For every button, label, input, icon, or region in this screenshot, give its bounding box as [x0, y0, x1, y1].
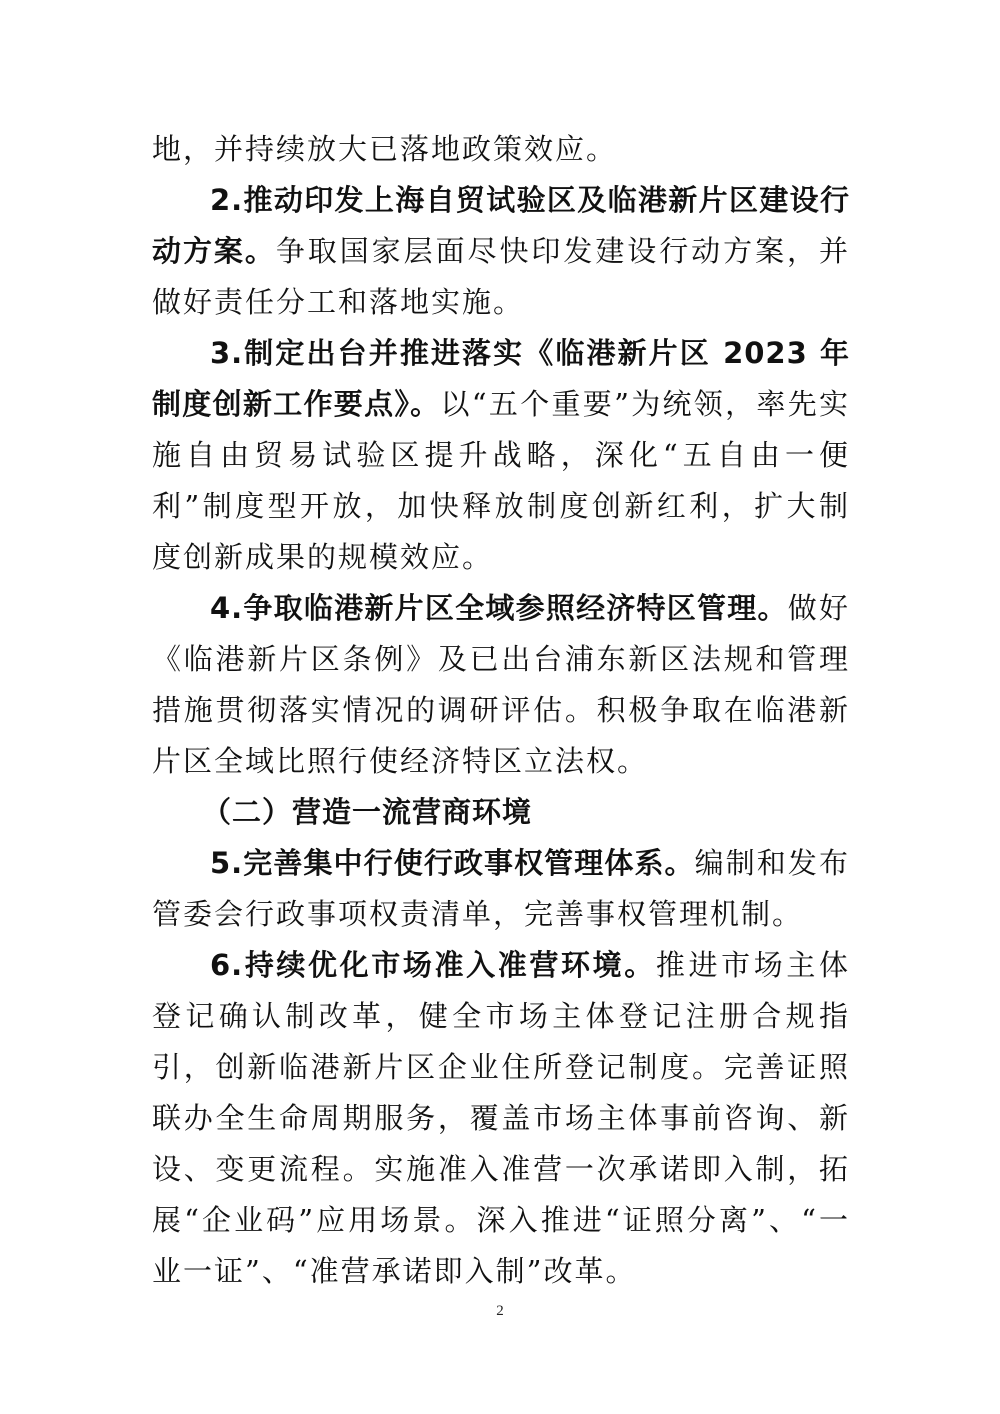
paragraph-text: 推进市场主体登记确认制改革，健全市场主体登记注册合规指引，创新临港新片区企业住所登记制度。完善证照联办全生命周期服务，覆盖市场主体事前咨询、新设、变更流程。实施准入准营一次承诺即入制，拓展“企业码”应用场景。深入推进“证照分离”、“一业一证”、“准营承诺即入制”改革。 — [152, 948, 850, 1288]
paragraph-item-4 — [152, 583, 850, 787]
paragraph-heading: 6.持续优化市场准入准营环境。 — [210, 948, 656, 982]
section-heading: （二）营造一流营商环境 — [202, 795, 533, 829]
paragraph-text: 做好《临港新片区条例》及已出台浦东新区法规和管理措施贯彻落实情况的调研评估。积极争取在临港新片区全域比照行使经济特区立法权。 — [152, 591, 850, 778]
page-number: 2 — [496, 1303, 504, 1319]
document-body — [152, 124, 850, 1297]
paragraph-item-6 — [152, 940, 850, 1297]
paragraph-text: 以“五个重要”为统领，率先实施自由贸易试验区提升战略，深化“五自由一便利”制度型开放，加快释放制度创新红利，扩大制度创新成果的规模效应。 — [152, 387, 850, 574]
paragraph-item-5 — [152, 838, 850, 940]
paragraph-item-2 — [152, 175, 850, 328]
paragraph-heading: 5.完善集中行使行政事权管理体系。 — [210, 846, 695, 880]
paragraph-text: 地，并持续放大已落地政策效应。 — [152, 132, 618, 166]
paragraph-heading: 2.推动印发上海自贸试验区及临港新片区建设行动方案。 — [152, 183, 850, 268]
paragraph-heading: 4.争取临港新片区全域参照经济特区管理。 — [210, 591, 788, 625]
paragraph-text: 编制和发布管委会行政事项权责清单，完善事权管理机制。 — [152, 846, 850, 931]
paragraph-item-3 — [152, 328, 850, 583]
paragraph-continuation — [152, 124, 850, 175]
paragraph-heading: 3.制定出台并推进落实《临港新片区 2023 年制度创新工作要点》。 — [152, 336, 850, 421]
paragraph-text: 争取国家层面尽快印发建设行动方案，并做好责任分工和落地实施。 — [152, 234, 850, 319]
